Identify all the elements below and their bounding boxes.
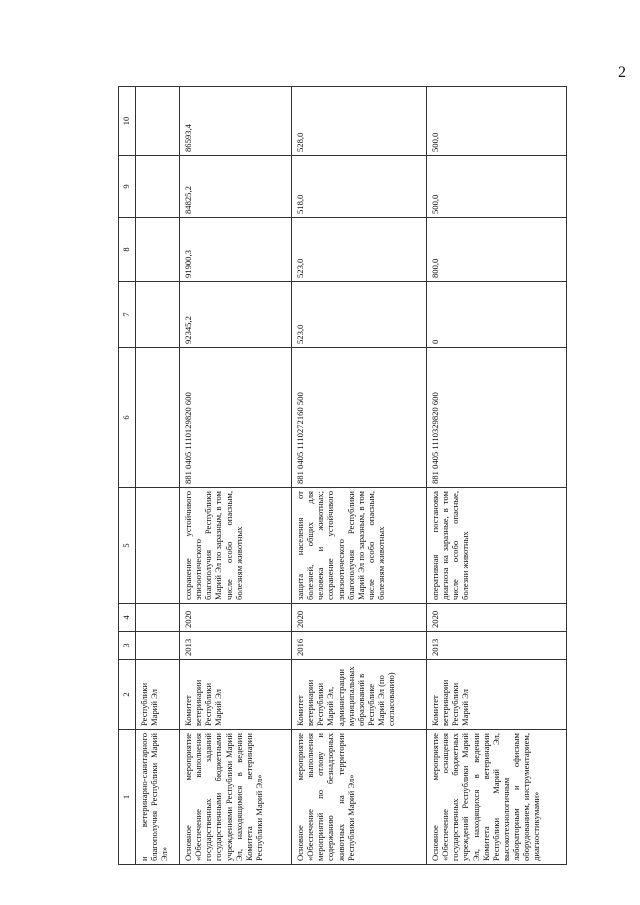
table-row (180, 87, 292, 865)
value-cell-10: 86593,4 (180, 87, 292, 156)
continuation-row (136, 87, 180, 865)
measure-name-cell: Основное мероприятие «Обеспечение выполнения государственных заданий государственными бюджетными учреждениями Республики Марий Эл, находящимися в ведении Комитета ветеринарии Республики Марий Эл» (180, 730, 292, 865)
value-cell-9: 84825,2 (180, 156, 292, 218)
expected-result-cell: защита населения от болезней, общих для человека и животных; сохранение устойчивого эпизоотического благополучия Республики Марий Эл по заразным, в том числе особо опасным, болезням животных (292, 488, 427, 604)
value-cell-7: 0 (427, 282, 567, 348)
table-row (427, 87, 567, 865)
value-cell-8: 91900,3 (180, 218, 292, 282)
page-number: 2 (618, 64, 626, 81)
column-header: 1 (119, 730, 136, 865)
column-header: 6 (119, 348, 136, 488)
column-header-row (119, 87, 136, 865)
table-row (292, 87, 427, 865)
column-header: 10 (119, 87, 136, 156)
expected-result-cell: оперативная постановка диагноза на заразные, в том числе особо опасные, болезни животных (427, 488, 567, 604)
measure-name-cell: Основное мероприятие «Обеспечение оснащения государственных бюджетных учреждений Республики Марий Эл, находящихся в ведении Комитета ветеринарии Республики Марий Эл, высокотехнологичным лабораторным и офисным оборудованием, инструментарием, диагностикумами» (427, 730, 567, 865)
column-header: 2 (119, 660, 136, 730)
column-header: 9 (119, 156, 136, 218)
value-cell-7: 92345,2 (180, 282, 292, 348)
start-year-cell: 2013 (180, 632, 292, 660)
value-cell-9: 500,0 (427, 156, 567, 218)
rotated-table-area (0, 75, 570, 905)
start-year-cell: 2013 (427, 632, 567, 660)
value-cell-10: 528,0 (292, 87, 427, 156)
start-year-cell: 2016 (292, 632, 427, 660)
program-measures-table (118, 86, 567, 865)
column-header: 8 (119, 218, 136, 282)
budget-code-cell: 881 0405 1110129820 600 (180, 348, 292, 488)
budget-code-cell: 881 0405 1110329820 600 (427, 348, 567, 488)
value-cell-7: 523,0 (292, 282, 427, 348)
executor-cell: Комитет ветеринарии Республики Марий Эл (180, 660, 292, 730)
measure-name-cell: Основное мероприятие «Обеспечение выполнения мероприятий по отлову и содержанию безнадзорных животных на территории Республики Марий Эл» (292, 730, 427, 865)
end-year-cell: 2020 (180, 604, 292, 632)
column-header: 4 (119, 604, 136, 632)
column-header: 7 (119, 282, 136, 348)
end-year-cell: 2020 (427, 604, 567, 632)
executor-cell: Республики Марий Эл (136, 660, 180, 730)
column-header: 3 (119, 632, 136, 660)
end-year-cell: 2020 (292, 604, 427, 632)
value-cell-8: 800,0 (427, 218, 567, 282)
value-cell-10: 500,0 (427, 87, 567, 156)
executor-cell: Комитет ветеринарии Республики Марий Эл, администрации муниципальных образований в Республике Марий Эл (по согласованию) (292, 660, 427, 730)
budget-code-cell: 881 0405 1110272160 500 (292, 348, 427, 488)
value-cell-8: 523,0 (292, 218, 427, 282)
expected-result-cell: сохранение устойчивого эпизоотического благополучия Республики Марий Эл по заразным, в том числе особо опасным, болезням животных (180, 488, 292, 604)
measure-name-cell: и ветеринарно-санитарного благополучия Республики Марий Эл» (136, 730, 180, 865)
column-header: 5 (119, 488, 136, 604)
value-cell-9: 518,0 (292, 156, 427, 218)
executor-cell: Комитет ветеринарии Республики Марий Эл (427, 660, 567, 730)
